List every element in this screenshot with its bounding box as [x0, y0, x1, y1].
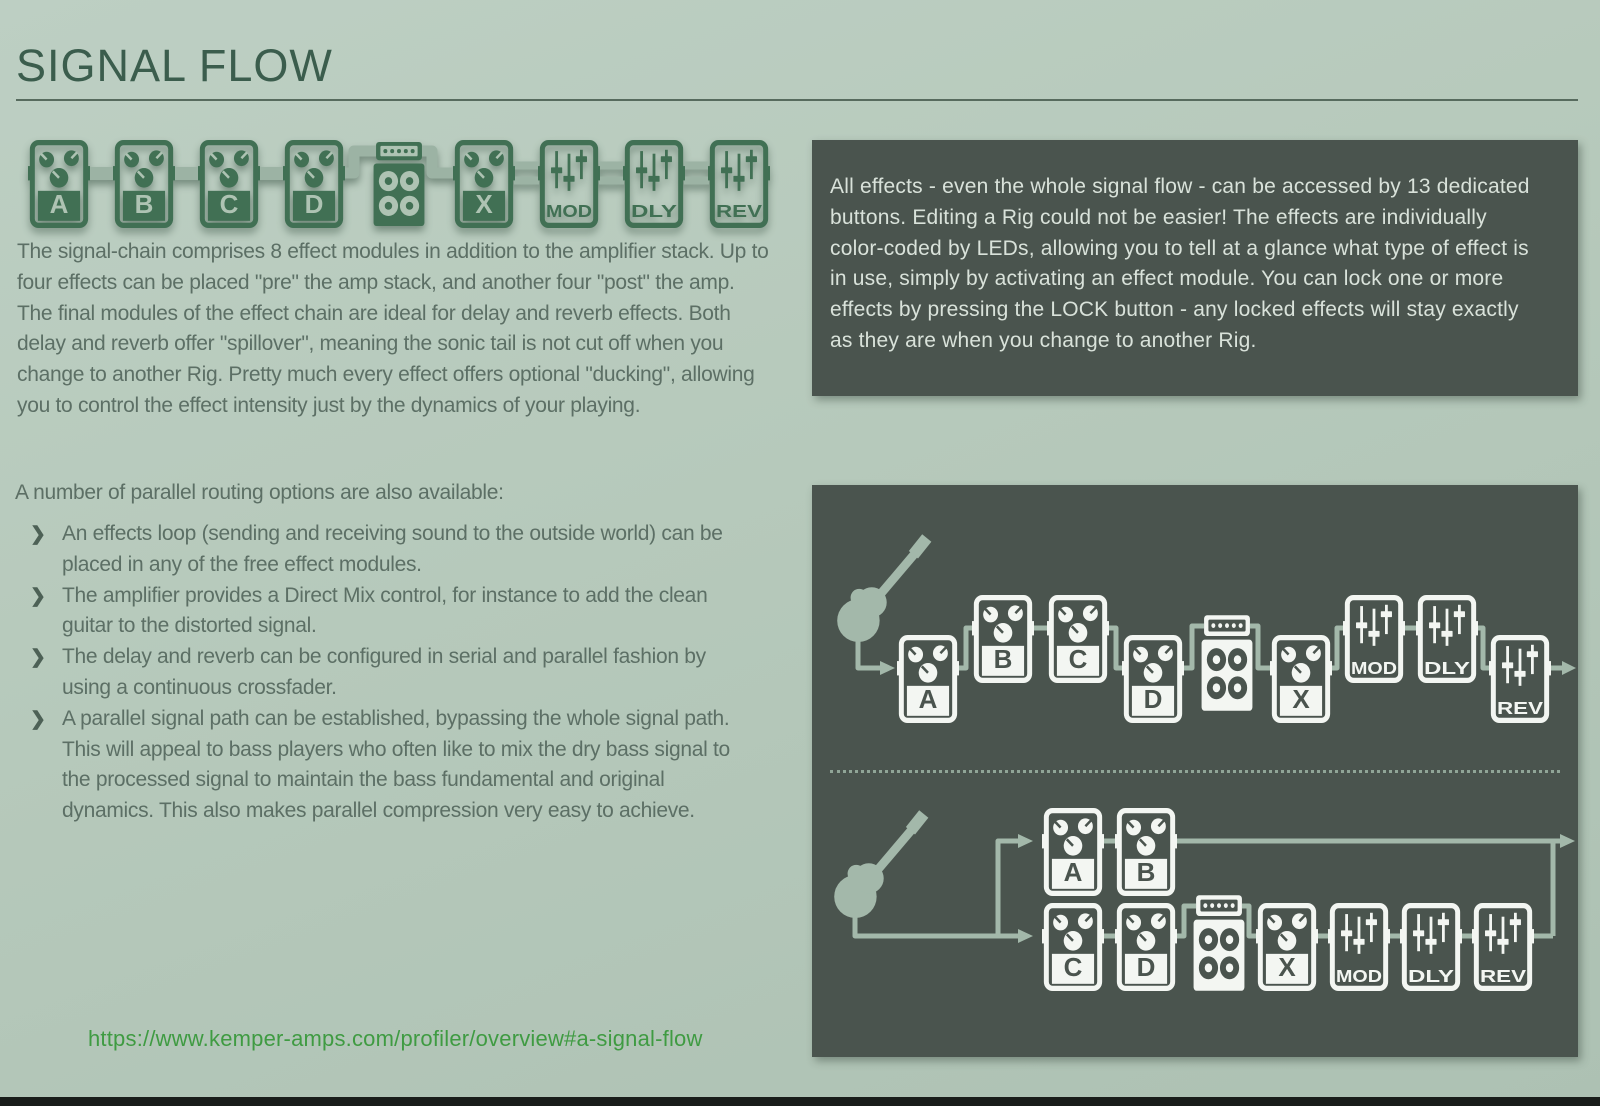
list-item-text: The amplifier provides a Direct Mix control, for instance to add the clean guitar to the distorted signal. [62, 583, 708, 638]
list-item [30, 581, 742, 643]
pedal-b-label: B [993, 644, 1013, 674]
chevron-icon: ❯ [30, 585, 46, 607]
diagram-panel [812, 485, 1578, 1057]
pedal-rev-label: REV [716, 201, 763, 221]
pedal-dly-label: DLY [1408, 966, 1455, 986]
title-divider [16, 99, 1578, 101]
page-title: SIGNAL FLOW [16, 40, 333, 91]
pedal-b-label: B [1136, 857, 1156, 887]
guitar-icon [837, 538, 927, 642]
pedal-rev-label: REV [1480, 966, 1527, 986]
chevron-icon: ❯ [30, 647, 46, 669]
bottom-bar [0, 1097, 1600, 1106]
chevron-icon: ❯ [30, 524, 46, 545]
serial-chain-diagram [812, 485, 1578, 770]
routing-heading: A number of parallel routing options are also available: [15, 481, 504, 504]
pedal-a-label: A [1063, 857, 1083, 887]
pedal-rev-label: REV [1497, 698, 1544, 718]
list-item [30, 704, 742, 827]
amp-cabinet-icon [1194, 895, 1245, 991]
intro-paragraph: The signal-chain comprises 8 effect modules in addition to the amplifier stack. Up to four effects can be placed "pre" the amp stack, and another four "post" the amp. The final modules of the effect chain are ideal for delay and reverb effects. Both delay and reverb offer "spillover", meaning the sonic tail is not cut off when you change to another Rig. Pretty much every effect offers optional "ducking", allowing you to control the effect intensity just by the dynamics of your playing. [17, 240, 769, 417]
list-item-text: A parallel signal path can be established, bypassing the whole signal path. This will appeal to bass players who often like to mix the dry bass signal to the processed signal to maintain the bass fundamental and original dynamics. This also makes parallel compression very easy to achieve. [62, 706, 730, 823]
amp-cabinet-icon [374, 142, 425, 226]
parallel-chain-diagram [812, 773, 1578, 1057]
source-link[interactable]: https://www.kemper-amps.com/profiler/overview#a-signal-flow [88, 1026, 703, 1051]
pedal-a-label: A [49, 189, 69, 219]
pedal-x-label: X [475, 189, 493, 219]
pedal-d-label: D [1143, 684, 1163, 714]
pedal-x-label: X [1278, 952, 1296, 982]
list-item-text: An effects loop (sending and receiving sound to the outside world) can be placed in any of the free effect modules. [62, 522, 723, 576]
pedal-mod-label: MOD [546, 201, 592, 221]
pedal-d-label: D [304, 189, 324, 219]
pedal-b-label: B [134, 189, 154, 219]
amp-cabinet-icon [1202, 615, 1253, 711]
routing-list [30, 519, 742, 827]
pedal-x-label: X [1292, 684, 1310, 714]
list-item [30, 519, 742, 581]
pedal-c-label: C [1063, 952, 1083, 982]
list-item-text: The delay and reverb can be configured in serial and parallel fashion by using a continuous crossfader. [62, 645, 706, 699]
pedal-d-label: D [1136, 952, 1156, 982]
list-item [30, 642, 742, 704]
signal-chain-strip [14, 136, 780, 232]
info-panel [812, 140, 1578, 396]
pedal-c-label: C [219, 189, 239, 219]
pedal-dly-label: DLY [1424, 658, 1471, 678]
guitar-icon [834, 814, 924, 918]
pedal-mod-label: MOD [1351, 658, 1397, 678]
info-panel-text: All effects - even the whole signal flow - can be accessed by 13 dedicated buttons. Editing a Rig could not be easier! The effects are individually color-coded by LEDs, allowing you to tell at a glance what type of effect is in use, simply by activating an effect module. You can lock one or more effects by pressing the LOCK button - any locked effects will stay exactly as they are when you change to another Rig. [830, 175, 1530, 352]
chevron-icon: ❯ [30, 708, 46, 730]
pedal-dly-label: DLY [631, 201, 678, 221]
pedal-c-label: C [1068, 644, 1088, 674]
pedal-a-label: A [918, 684, 938, 714]
pedal-mod-label: MOD [1336, 966, 1382, 986]
